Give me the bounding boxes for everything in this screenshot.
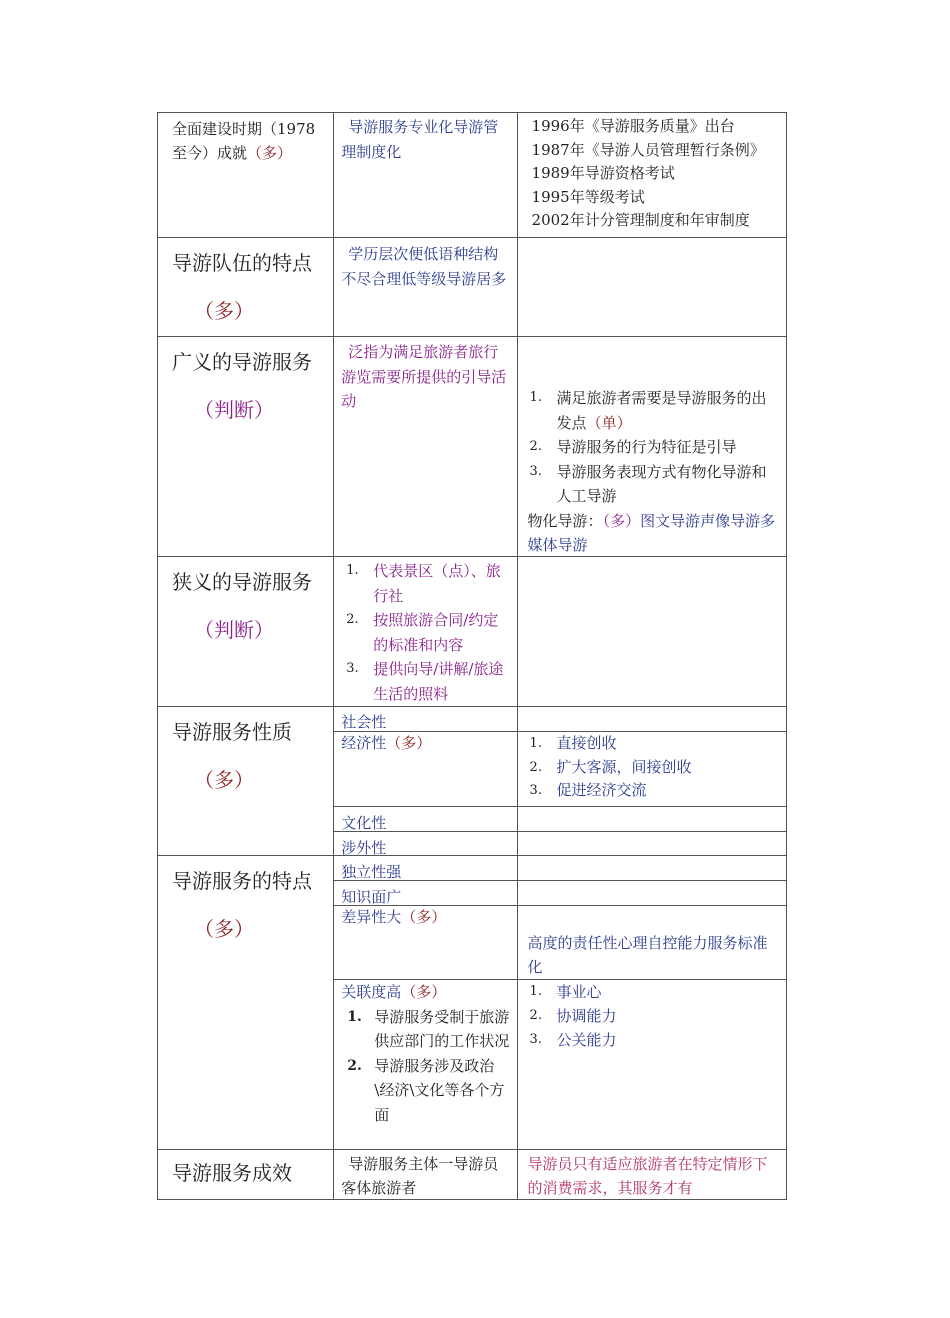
- ability-list: [528, 980, 780, 1052]
- row-label-cell: [158, 337, 334, 557]
- detail-cell: [517, 337, 786, 557]
- list-item: 1. 直接创收: [529, 734, 617, 753]
- feature-list: [528, 386, 780, 509]
- milestone-item: 2002年计分管理制度和年审制度: [531, 211, 750, 229]
- row-note: （多）: [247, 144, 293, 162]
- table-row: [158, 337, 787, 557]
- detail-cell: [517, 806, 786, 831]
- guide-service-table: [157, 112, 787, 1200]
- milestone-item: 1996年《导游服务质量》出台: [531, 117, 735, 135]
- definition-list: [344, 559, 510, 705]
- table-row: [158, 113, 787, 238]
- trait-difference: 差异性大: [341, 908, 402, 926]
- list-item: 1. 满足旅游者需要是导游服务的出发点（单）: [529, 389, 767, 432]
- trait-knowledge: 知识面广: [341, 888, 402, 905]
- row-note: （多）: [194, 917, 254, 941]
- detail-cell: [517, 856, 786, 881]
- trait-relevance: 关联度高: [341, 983, 402, 1001]
- definition-text: 学历层次便低语种结构不尽合理低等级导游居多: [341, 245, 507, 288]
- property-cell: [334, 831, 517, 855]
- list-item: 2. 导游服务的行为特征是引导: [529, 438, 737, 456]
- property-cell: 差异性大（多）: [334, 906, 517, 980]
- list-item: 1. 代表景区（点）、旅行社: [346, 562, 501, 605]
- property-cell: [334, 806, 517, 831]
- table-row: [158, 1150, 787, 1200]
- property-cell: [334, 707, 517, 732]
- detail-cell: [517, 113, 786, 238]
- detail-cell: [517, 707, 786, 732]
- definition-cell: [334, 337, 517, 557]
- row-label-cell: [158, 1150, 334, 1200]
- milestone-item: 1995年等级考试: [531, 187, 645, 206]
- property-cell: 关联度高（多） 1. 导游服务受制于旅游供应部门的工作状况 2. 导游服务涉及政治\经济\文化等各个方面: [334, 980, 517, 1150]
- list-item: 3. 公关能力: [529, 1031, 617, 1049]
- row-note: （多）: [194, 299, 254, 323]
- property-cultural: 文化性: [341, 813, 387, 831]
- milestone-item: 1989年导游资格考试: [531, 164, 675, 182]
- detail-text: 导游员只有适应旅游者在特定情形下的消费需求，其服务才有: [527, 1155, 768, 1197]
- list-item: 3. 提供向导/讲解/旅途生活的照料: [346, 660, 504, 703]
- property-cell: [334, 881, 517, 906]
- list-item: 2. 扩大客源，间接创收: [529, 757, 692, 776]
- definition-text: 导游服务专业化导游管理制度化: [341, 118, 499, 161]
- list-item: 3. 导游服务表现方式有物化导游和人工导游: [529, 462, 767, 505]
- definition-text: 泛指为满足旅游者旅行游览需要所提供的引导活动: [341, 343, 507, 410]
- row-note: （多）: [194, 768, 254, 792]
- detail-cell: [517, 732, 786, 807]
- relevance-list: [341, 1005, 510, 1128]
- table-row: [158, 856, 787, 881]
- economic-list: [528, 732, 780, 803]
- detail-cell: [517, 881, 786, 906]
- row-label-cell: [158, 856, 334, 1150]
- difference-detail: 高度的责任性心理自控能力服务标准化: [527, 934, 768, 976]
- row-label-cell: [158, 113, 334, 238]
- property-cell: [334, 856, 517, 881]
- detail-cell: [517, 831, 786, 855]
- list-item: 3. 促进经济交流: [529, 781, 647, 800]
- list-item: 2. 协调能力: [529, 1007, 617, 1025]
- row-note: （判断）: [194, 398, 274, 422]
- row-label-cell: [158, 707, 334, 856]
- detail-cell: [517, 557, 786, 707]
- property-cell: 经济性（多）: [334, 732, 517, 807]
- row-label: 狭义的导游服务: [172, 570, 312, 594]
- detail-cell: [517, 238, 786, 337]
- row-note: （判断）: [194, 618, 274, 642]
- property-economic: 经济性: [341, 734, 387, 753]
- row-label: 广义的导游服务: [172, 350, 312, 374]
- row-label: 导游服务性质: [172, 720, 292, 744]
- list-item: 1. 导游服务受制于旅游供应部门的工作状况: [347, 1007, 510, 1050]
- row-label: 导游服务成效: [172, 1161, 292, 1185]
- table-row: [158, 557, 787, 707]
- definition-cell: [334, 1150, 517, 1200]
- detail-cell: [517, 906, 786, 980]
- list-item: 1. 事业心: [529, 983, 602, 1001]
- property-social: 社会性: [341, 713, 387, 731]
- table-row: [158, 238, 787, 337]
- row-label-cell: [158, 238, 334, 337]
- detail-cell: [517, 1150, 786, 1200]
- definition-cell: [334, 113, 517, 238]
- list-item: 2. 按照旅游合同/约定的标准和内容: [346, 611, 499, 654]
- property-foreign: 涉外性: [341, 838, 387, 855]
- definition-cell: [334, 238, 517, 337]
- definition-text: 导游服务主体一导游员客体旅游者: [341, 1155, 499, 1197]
- row-label-cell: [158, 557, 334, 707]
- row-label: 导游服务的特点: [172, 869, 312, 893]
- detail-cell: [517, 980, 786, 1150]
- table-row: [158, 707, 787, 732]
- physical-guide-note: 物化导游：（多）图文导游声像导游多媒体导游: [527, 511, 776, 554]
- trait-independent: 独立性强: [341, 863, 402, 880]
- milestone-item: 1987年《导游人员管理暂行条例》: [531, 140, 765, 159]
- definition-cell: [334, 557, 517, 707]
- row-label: 全面建设时期（1978至今）成就: [172, 120, 316, 162]
- row-label: 导游队伍的特点: [172, 251, 312, 275]
- list-item: 2. 导游服务涉及政治\经济\文化等各个方面: [347, 1056, 505, 1124]
